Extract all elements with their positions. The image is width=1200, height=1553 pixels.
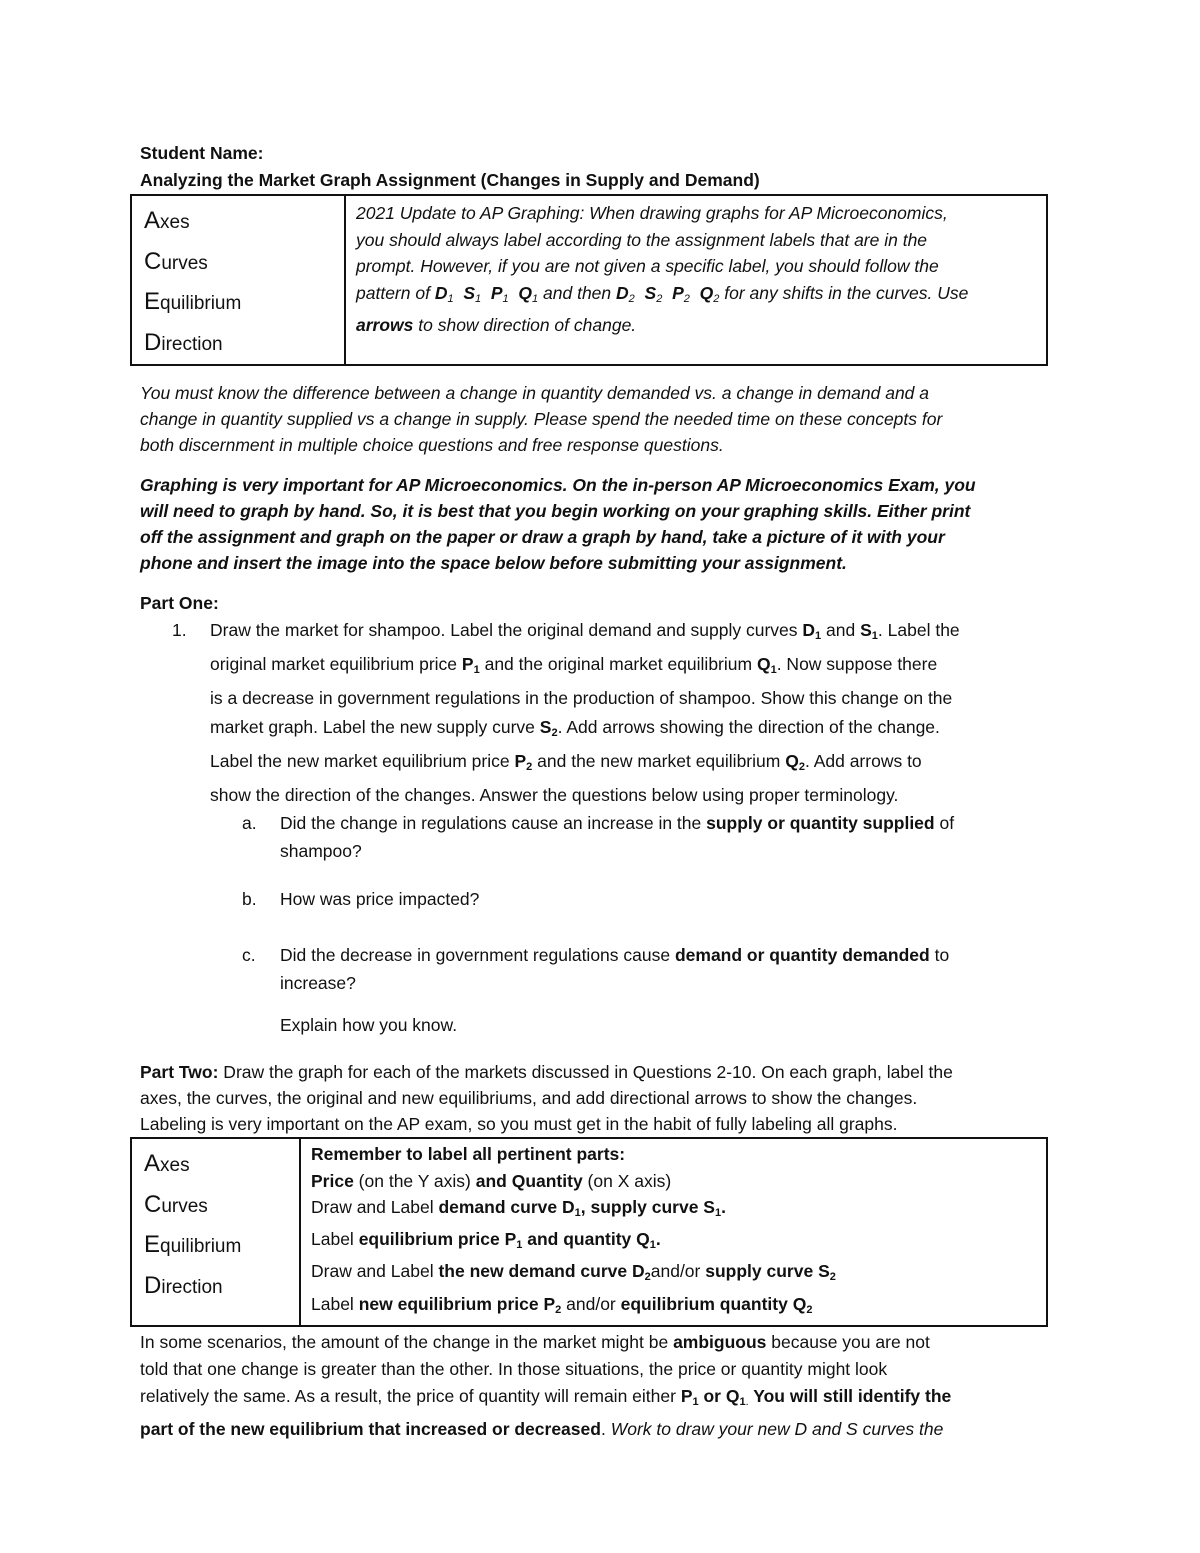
intro-paragraph: You must know the difference between a change in quantity demanded vs. a change in demand and a change in quantity supplied vs a change in supply. Please spend the needed time on these concepts for both discernment in multiple choice questions and free response questions. [140, 383, 943, 455]
closing-paragraph: In some scenarios, the amount of the change in the market might be ambiguous because you are not told that one change is greater than the other. In those situations, the price or quantity might look relatively the same. As a result, the price of quantity will remain either $P_1$ or $Q_{1.}$ You will still identify the part of the new equilibrium that increased or decreased. Work to draw your new D and S curves the [140, 1332, 952, 1439]
part-two-paragraph: Part Two: Draw the graph for each of the markets discussed in Questions 2-10. On each graph, label the axes, the curves, the original and new equilibriums, and add directional arrows to show the changes. Labeling is very important on the AP exam, so you must get in the habit of fully labeling all graphs. [140, 1062, 953, 1135]
question-1c: c. Did the decrease in government regulations cause demand or quantity demanded to increase? Explain how you know. [280, 941, 1050, 1039]
labeling-checklist: Remember to label all pertinent parts: Price (on the Y axis) and Quantity (on X axis) Draw and Label demand curve $D_1$, supply curve $S_1$. Label equilibrium price $P_1$ and quantity $Q_1$. Draw and Label the new demand curve $D_2and/or$ supply curve $S_2$ Label new equilibrium price $P_2$ and/or equilibrium quantity $Q_2$ [300, 1138, 1047, 1326]
acd-axes: Axes [144, 207, 190, 234]
question-1-subquestions [242, 809, 1050, 1039]
acd-update-table [130, 194, 1048, 366]
student-name-label: Student Name: [140, 143, 264, 163]
assignment-title: Analyzing the Market Graph Assignment (Changes in Supply and Demand) [140, 170, 760, 190]
graphing-update-note: 2021 Update to AP Graphing: When drawing graphs for AP Microeconomics, you should always label according to the assignment labels that are in the prompt. However, if you are not given a specific label, you should follow the pattern of $D_1$ $S_1$ $P_1$ $Q_1$ and then $D_2$ $S_2$ $P_2$ $Q_2$ for any shifts in the curves. Use arrows to show direction of change. [345, 195, 1047, 365]
part-one-heading: Part One: [140, 593, 219, 613]
acd-direction: Direction [144, 328, 223, 356]
question-1: 1. Draw the market for shampoo. Label the original demand and supply curves $D_1$ and $S_1$. Label the original market equilibrium price $P_1$ and the original market equilibrium $Q_1$. Now suppose there is a decrease in government regulations in the production of shampoo. Show this change on the market graph. Label the new supply curve $S_2$. Add arrows showing the direction of the change. Label the new market equilibrium price $P_2$ and the new market equilibrium $Q_2$. Add arrows to show the direction of the changes. Answer the questions below using proper terminology. a. Did the change in regulations cause an increase in the supply or quantity supplied of shampoo? b. How was price impacted? c. Did the decrease in government regulations cause demand or quantity demanded to increase? Explain how you know. [210, 616, 1050, 1039]
explain-prompt: Explain how you know. [280, 1015, 458, 1036]
document-page [140, 140, 1050, 1443]
acd-equilibrium: Equilibrium [144, 288, 242, 315]
question-1b: b. How was price impacted? [242, 889, 480, 910]
acd-mnemonic-2: Axes Curves Equilibrium Direction [131, 1138, 300, 1326]
graphing-note: Graphing is very important for AP Microeconomics. On the in-person AP Microeconomics Exam, you will need to graph by hand. So, it is best that you begin working on your graphing skills. Either print off the assignment and graph on the paper or draw a graph by hand, take a picture of it with your phone and insert the image into the space below before submitting your assignment. [140, 475, 976, 573]
question-1-number: 1. [172, 620, 187, 640]
acd-mnemonic [131, 195, 345, 365]
labeling-checklist-table [130, 1137, 1048, 1327]
acd-curves: Curves [144, 247, 208, 275]
question-1a: a. Did the change in regulations cause an increase in the supply or quantity supplied of shampoo? [242, 813, 955, 862]
